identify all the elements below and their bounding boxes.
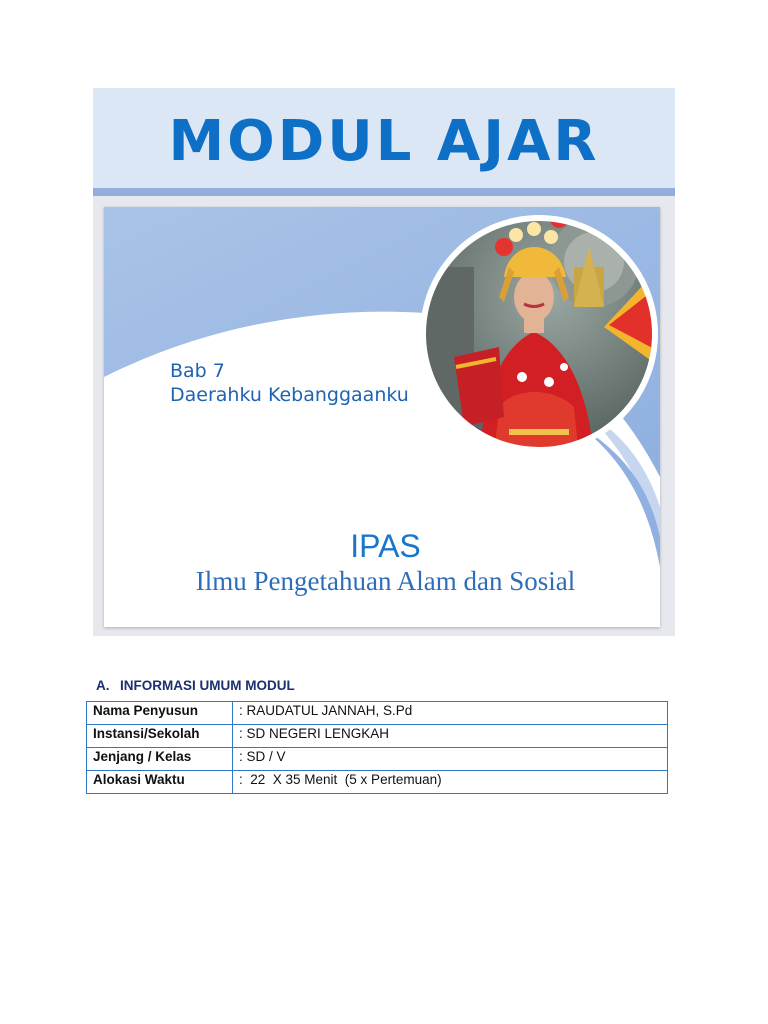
subject-subtitle: Ilmu Pengetahuan Alam dan Sosial [195, 566, 576, 596]
chapter-number: Bab 7 [170, 360, 225, 382]
row-value: : RAUDATUL JANNAH, S.Pd [233, 702, 668, 725]
table-row [87, 771, 668, 794]
section-title: INFORMASI UMUM MODUL [120, 678, 295, 693]
table-row [87, 702, 668, 725]
table-row [87, 748, 668, 771]
table-row [87, 725, 668, 748]
row-value: : SD NEGERI LENGKAH [233, 725, 668, 748]
chapter-heading [170, 360, 409, 408]
info-table [86, 701, 668, 794]
row-label: Alokasi Waktu [87, 771, 233, 794]
header-rule [93, 188, 675, 196]
header-band [93, 88, 675, 188]
section-number: A. [96, 678, 110, 693]
row-label: Jenjang / Kelas [87, 748, 233, 771]
row-label: Instansi/Sekolah [87, 725, 233, 748]
row-value: : SD / V [233, 748, 668, 771]
subject-title: IPAS [350, 528, 421, 564]
section-heading [96, 678, 295, 693]
cover-image [104, 207, 660, 627]
row-value: : 22 X 35 Menit (5 x Pertemuan) [233, 771, 668, 794]
chapter-title: Daerahku Kebanggaanku [170, 383, 409, 406]
row-label: Nama Penyusun [87, 702, 233, 725]
document-title: MODUL AJAR [168, 109, 600, 174]
